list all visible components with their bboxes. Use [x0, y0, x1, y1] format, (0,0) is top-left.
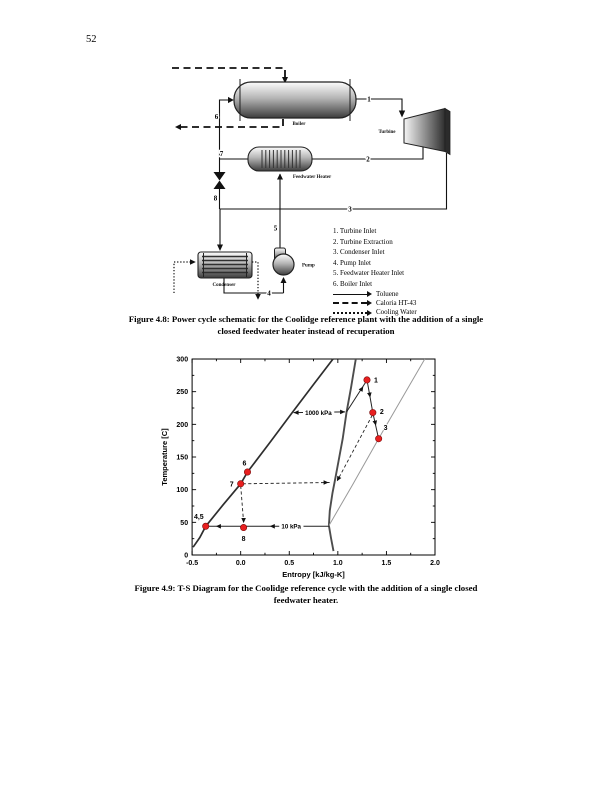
turbine-label: Turbine: [378, 130, 396, 135]
y-tick-label: 250: [176, 389, 189, 397]
stream-label-7: 7: [219, 150, 224, 158]
caloria-return: [177, 119, 283, 127]
schematic-legend: [333, 226, 417, 317]
cycle-point-6: [244, 469, 250, 475]
caption-line: feedwater heater.: [273, 594, 339, 605]
series-extraction-to-fwh: [337, 415, 372, 480]
cycle-point-1: [364, 377, 370, 383]
stream-label-4: 4: [267, 289, 271, 298]
legend-item: 1. Turbine Inlet: [333, 227, 377, 235]
pipe-1-boiler-to-turbine: [356, 99, 402, 111]
flow-direction-arrow: [241, 518, 246, 523]
cycle-point-4,5: [203, 523, 209, 529]
stream-label-6: 6: [214, 113, 219, 121]
x-tick-label: 1.0: [332, 560, 343, 567]
ts-diagram-chart: [150, 345, 470, 590]
series-expansion-2-3: [373, 413, 379, 439]
legend-item: 2. Turbine Extraction: [333, 237, 393, 246]
legend-item: 4. Pump Inlet: [333, 258, 371, 267]
condenser: [198, 252, 252, 288]
stream-label-3: 3: [348, 205, 352, 214]
legend-item: 6. Boiler Inlet: [333, 279, 373, 288]
x-tick-label: 0.0: [235, 560, 246, 567]
legend-item: 3. Condenser Inlet: [333, 248, 385, 257]
arrow-cooling-in: [190, 259, 196, 265]
arrow-into-condenser: [217, 245, 223, 252]
arrow-into-turbine: [399, 111, 405, 118]
stream-label-1: 1: [367, 95, 371, 104]
x-tick-label: 1.5: [381, 560, 392, 567]
series-saturated-liquid-line: [193, 359, 333, 547]
y-tick-label: 50: [180, 519, 189, 527]
y-axis-title: Temperature [C]: [160, 428, 169, 486]
caption-line: Figure 4.8: Power cycle schematic for the Coolidge reference plant with the addition of a single: [128, 314, 484, 324]
legend-item: 5. Feedwater Heater Inlet: [333, 269, 405, 278]
cooling-water-out: [252, 262, 258, 296]
cycle-point-label: 1: [373, 377, 378, 385]
y-tick-label: 200: [176, 421, 189, 429]
cycle-point-label: 4,5: [193, 513, 204, 521]
y-tick-label: 100: [176, 487, 189, 495]
legend-flow-label: Toluene: [376, 289, 399, 298]
arrow-right-icon: [367, 300, 372, 306]
arrow-cooling-out: [255, 294, 261, 300]
cycle-point-3: [375, 436, 381, 442]
dashed-line-sample: [333, 302, 367, 304]
x-tick-label: 2.0: [430, 560, 440, 567]
plot-frame: [192, 359, 435, 555]
pump-label: Pump: [302, 263, 315, 269]
caption-line: closed feedwater heater instead of recuperation: [217, 325, 395, 336]
cycle-point-label: 3: [383, 425, 388, 433]
arrow-into-boiler: [228, 97, 234, 103]
flow-direction-arrow: [270, 524, 275, 529]
arrow-caloria-return: [175, 124, 181, 130]
feedwater-heater: [248, 147, 332, 180]
stream-label-2: 2: [366, 155, 370, 164]
cycle-point-label: 8: [241, 536, 246, 544]
stream-label-5: 5: [273, 224, 278, 233]
turbine: [378, 109, 450, 155]
pump: [273, 248, 315, 275]
cycle-point-2: [370, 409, 376, 415]
legend-flow-label: Caloria HT-43: [376, 299, 417, 308]
power-cycle-schematic: [160, 55, 470, 315]
figure-4-9-caption: [56, 583, 556, 606]
cycle-point-7: [237, 481, 243, 487]
caption-line: Figure 4.9: T-S Diagram for the Coolidge reference cycle with the addition of a single closed: [134, 583, 478, 593]
cycle-point-label: 7: [229, 481, 234, 489]
stream-label-8: 8: [213, 194, 218, 203]
caloria-supply: [172, 68, 285, 77]
flow-direction-arrow: [324, 480, 329, 485]
boiler-label: Boiler: [292, 122, 306, 127]
series-fwh-process: [243, 483, 330, 484]
arrow-right-icon: [367, 291, 372, 297]
cooling-water-in: [174, 262, 193, 293]
boiler: [234, 79, 356, 127]
condenser-label: Condenser: [212, 283, 236, 288]
cycle-point-8: [240, 524, 246, 530]
arrow-into-pump: [281, 277, 287, 283]
page-number: 52: [86, 34, 97, 45]
x-tick-label: -0.5: [186, 560, 199, 567]
cycle-point-label: 2: [379, 409, 384, 417]
legend-flow-label: Cooling Water: [376, 308, 417, 317]
isobar-label: 10 kPa: [281, 523, 302, 531]
cycle-point-label: 6: [242, 460, 247, 468]
figure-4-8-caption: [56, 314, 556, 337]
series-saturated-vapor-line: [329, 359, 356, 551]
solid-line-sample: [333, 294, 367, 295]
series-drain-7-8: [241, 486, 244, 523]
throttle-valve: [214, 172, 226, 189]
isobar-label: 1000 kPa: [305, 409, 332, 417]
arrow-into-fwh: [277, 174, 283, 180]
x-axis-title: Entropy [kJ/kg-K]: [282, 570, 345, 579]
y-tick-label: 0: [184, 552, 189, 560]
flow-direction-arrow: [216, 524, 221, 529]
y-tick-label: 150: [176, 454, 189, 462]
y-tick-label: 300: [176, 356, 189, 364]
x-tick-label: 0.5: [284, 560, 295, 567]
fwh-label: Feedwater Heater: [292, 175, 332, 180]
flow-direction-arrow: [340, 410, 345, 415]
